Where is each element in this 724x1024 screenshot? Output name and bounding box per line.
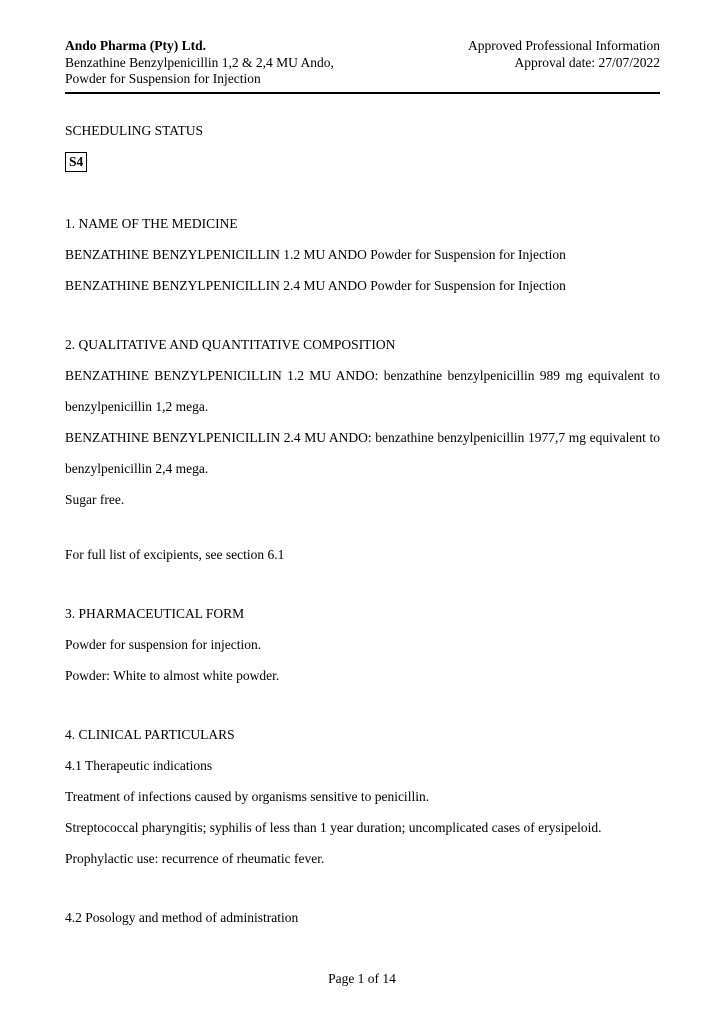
section-1-heading: 1. NAME OF THE MEDICINE: [65, 215, 238, 231]
section-1-paragraph-2: BENZATHINE BENZYLPENICILLIN 2.4 MU ANDO Powder for Suspension for Injection: [65, 277, 566, 293]
schedule-badge: S4: [65, 152, 87, 172]
product-title-line1: Benzathine Benzylpenicillin 1,2 & 2,4 MU Ando,: [65, 54, 334, 70]
section-3-paragraph-2: Powder: White to almost white powder.: [65, 667, 280, 683]
section-4-heading: 4. CLINICAL PARTICULARS: [65, 726, 235, 742]
header-right-block: [468, 38, 660, 71]
section-3-paragraph-1: Powder for suspension for injection.: [65, 636, 262, 652]
section-1-paragraph-1: BENZATHINE BENZYLPENICILLIN 1.2 MU ANDO Powder for Suspension for Injection: [65, 246, 566, 262]
section-4-1-subheading: 4.1 Therapeutic indications: [65, 757, 213, 773]
page-number: Page 1 of 14: [328, 971, 396, 986]
section-2-paragraph-2: BENZATHINE BENZYLPENICILLIN 2.4 MU ANDO: benzathine benzylpenicillin 1977,7 mg equivalent to benzylpenicillin 2,4 mega.: [65, 429, 660, 476]
section-4-paragraph-2: Streptococcal pharyngitis; syphilis of less than 1 year duration; uncomplicated cases of erysipeloid.: [65, 819, 602, 835]
section-2-paragraph-4: For full list of excipients, see section 6.1: [65, 546, 285, 562]
document-header: [65, 38, 660, 88]
section-4-paragraph-3: Prophylactic use: recurrence of rheumatic fever.: [65, 850, 325, 866]
document-content: [65, 38, 660, 933]
section-4-paragraph-1: Treatment of infections caused by organisms sensitive to penicillin.: [65, 788, 430, 804]
section-2-paragraph-3: Sugar free.: [65, 491, 125, 507]
header-divider: [65, 92, 660, 94]
product-title-line2: Powder for Suspension for Injection: [65, 71, 261, 86]
header-left-block: [65, 38, 334, 88]
document-body: [65, 115, 660, 933]
scheduling-status-heading: SCHEDULING STATUS: [65, 122, 204, 138]
section-2-paragraph-1: BENZATHINE BENZYLPENICILLIN 1.2 MU ANDO: benzathine benzylpenicillin 989 mg equivalent to benzylpenicillin 1,2 mega.: [65, 367, 660, 414]
company-name: Ando Pharma (Pty) Ltd.: [65, 38, 206, 53]
schedule-box-row: [65, 146, 660, 177]
section-2-heading: 2. QUALITATIVE AND QUANTITATIVE COMPOSITION: [65, 336, 396, 352]
approval-date: Approval date: 27/07/2022: [514, 54, 660, 70]
approval-title: Approved Professional Information: [468, 38, 660, 53]
section-4-2-subheading: 4.2 Posology and method of administration: [65, 909, 299, 925]
section-3-heading: 3. PHARMACEUTICAL FORM: [65, 605, 245, 621]
